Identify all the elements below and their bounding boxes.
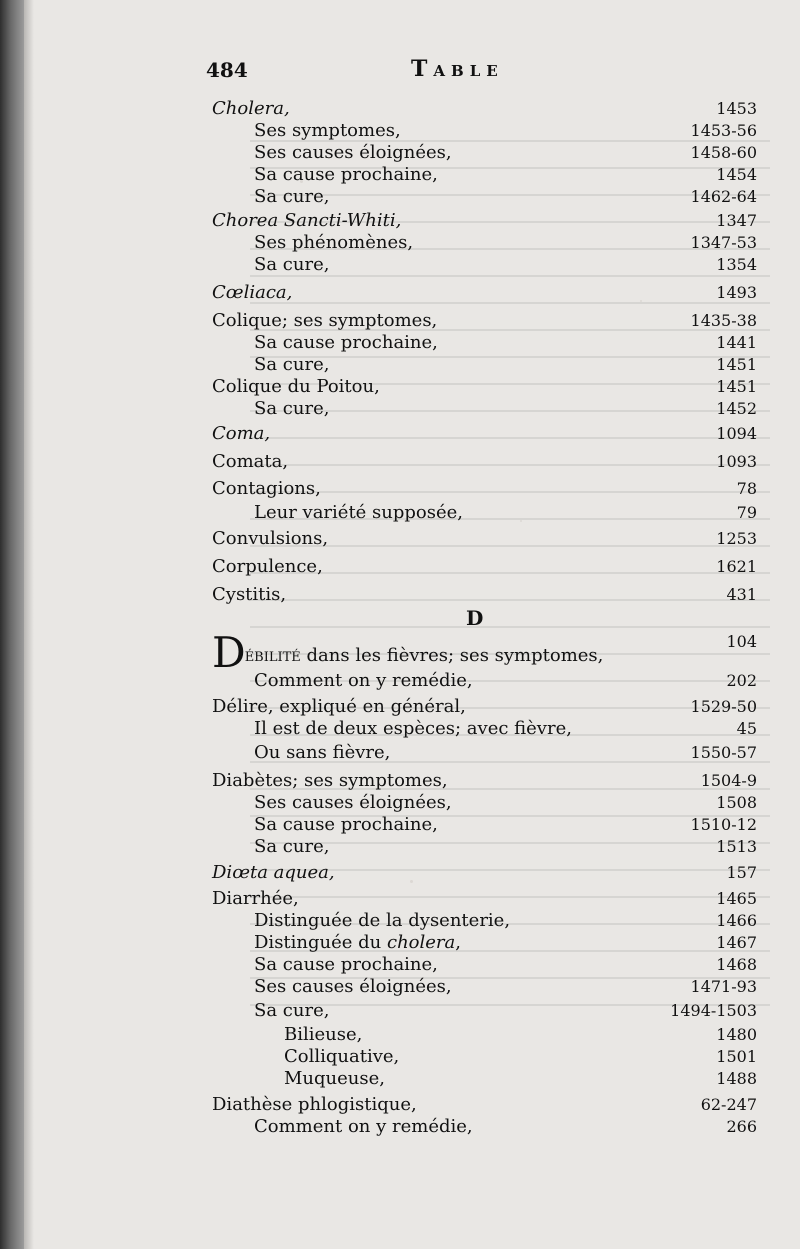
entry-label: Ou sans fièvre,: [254, 742, 391, 763]
entry-page-ref: 1441: [716, 333, 757, 352]
entry-page-ref: 78: [736, 479, 757, 498]
index-entry: [212, 184, 757, 210]
index-entry: [212, 668, 757, 694]
entry-label: Cholera,: [212, 98, 290, 119]
entry-page-ref: 45: [736, 719, 757, 738]
entry-page-ref: 1501: [716, 1047, 757, 1066]
index-entry: [212, 252, 757, 278]
entry-page-ref: 1093: [716, 452, 757, 471]
entry-label: Leur variété supposée,: [254, 502, 464, 523]
entry-page-ref: 1451: [716, 355, 757, 374]
entry-page-ref: 1354: [716, 255, 757, 274]
index-entry: [212, 554, 757, 580]
entry-page-ref: 1480: [716, 1025, 757, 1044]
entry-label: Comata,: [212, 451, 289, 472]
index-entry: [212, 860, 757, 886]
entry-page-ref: 1453: [716, 99, 757, 118]
index-entry: [212, 740, 757, 766]
entry-label: Sa cure,: [254, 1000, 330, 1021]
entry-label: Convulsions,: [212, 528, 329, 549]
entry-label: Bilieuse,: [284, 1024, 363, 1045]
index-entry: [212, 421, 757, 447]
page-number: 484: [206, 58, 248, 82]
entry-label: Diathèse phlogistique,: [212, 1094, 417, 1115]
entry-page-ref: 1451: [716, 377, 757, 396]
entry-page-ref: 202: [726, 671, 757, 690]
index-entry: [212, 476, 757, 502]
entry-page-ref: 1458-60: [690, 143, 757, 162]
entry-page-ref: 1253: [716, 529, 757, 548]
entry-page-ref: 1453-56: [690, 121, 757, 140]
entry-page-ref: 1494-1503: [670, 1001, 757, 1020]
entry-page-ref: 62-247: [700, 1095, 757, 1114]
entry-page-ref: 1529-50: [690, 697, 757, 716]
entry-label: Corpulence,: [212, 556, 323, 577]
entry-page-ref: 104: [726, 632, 757, 651]
entry-label: Délire, expliqué en général,: [212, 696, 466, 717]
entry-page-ref: 1493: [716, 283, 757, 302]
index-entry: [212, 1114, 757, 1140]
entry-page-ref: 1347: [716, 211, 757, 230]
index-entry: [212, 1066, 757, 1092]
running-header: [206, 58, 766, 94]
entry-page-ref: 1508: [716, 793, 757, 812]
entry-page-ref: 1504-9: [700, 771, 757, 790]
entry-label: Ses phénomènes,: [254, 232, 414, 253]
entry-label: Coma,: [212, 423, 271, 444]
entry-page-ref: 431: [726, 585, 757, 604]
entry-page-ref: 1513: [716, 837, 757, 856]
entry-page-ref: 1347-53: [690, 233, 757, 252]
book-spine-shadow: [0, 0, 24, 1249]
entry-label: Ses causes éloignées,: [254, 976, 452, 997]
index-entry: [212, 582, 757, 608]
entry-page-ref: 1471-93: [690, 977, 757, 996]
entry-label: Comment on y remédie,: [254, 670, 473, 691]
index-entry: [212, 626, 757, 677]
entry-label: Sa cure,: [254, 836, 330, 857]
entry-page-ref: 1467: [716, 933, 757, 952]
entry-label: Colique; ses symptomes,: [212, 310, 438, 331]
entry-label: Sa cure,: [254, 254, 330, 275]
entry-page-ref: 1435-38: [690, 311, 757, 330]
entry-page-ref: 1462-64: [690, 187, 757, 206]
entry-label: Distinguée du cholera,: [254, 932, 461, 953]
entry-label: Diabètes; ses symptomes,: [212, 770, 448, 791]
entry-page-ref: 1510-12: [690, 815, 757, 834]
entry-label: Chorea Sancti-Whiti,: [212, 210, 402, 231]
index-entry: [212, 834, 757, 860]
entry-label: Comment on y remédie,: [254, 1116, 473, 1137]
entry-label: Contagions,: [212, 478, 321, 499]
spine-edge-shading: [24, 0, 34, 1249]
entry-label: Diarrhée,: [212, 888, 299, 909]
entry-label: Ses symptomes,: [254, 120, 401, 141]
index-entry: [212, 716, 757, 742]
entry-label: Diœta aquea,: [212, 862, 335, 883]
entry-page-ref: 1094: [716, 424, 757, 443]
index-entry: [212, 396, 757, 422]
entry-page-ref: 1465: [716, 889, 757, 908]
index-entry: [212, 500, 757, 526]
entry-label: Il est de deux espèces; avec fièvre,: [254, 718, 572, 739]
entry-label: Ses causes éloignées,: [254, 142, 452, 163]
entry-label: Sa cure,: [254, 354, 330, 375]
entry-label: Sa cure,: [254, 186, 330, 207]
entry-page-ref: 79: [736, 503, 757, 522]
entry-label: Sa cause prochaine,: [254, 954, 438, 975]
entry-label: Distinguée de la dysenterie,: [254, 910, 511, 931]
entry-page-ref: 1550-57: [690, 743, 757, 762]
entry-page-ref: 1452: [716, 399, 757, 418]
entry-label: Débilité dans les fièvres; ses symptomes,: [212, 628, 604, 677]
entry-label: Sa cause prochaine,: [254, 814, 438, 835]
entry-page-ref: 1466: [716, 911, 757, 930]
entry-label: Cystitis,: [212, 584, 287, 605]
running-title: Table: [411, 56, 504, 82]
entry-label: Sa cure,: [254, 398, 330, 419]
entry-label: Sa cause prochaine,: [254, 332, 438, 353]
entry-page-ref: 157: [726, 863, 757, 882]
index-entry: [212, 280, 757, 306]
index-entry: [212, 526, 757, 552]
entry-label: Muqueuse,: [284, 1068, 385, 1089]
entry-label: Colique du Poitou,: [212, 376, 380, 397]
entry-page-ref: 1621: [716, 557, 757, 576]
entry-label: Ses causes éloignées,: [254, 792, 452, 813]
entry-label: Cœliaca,: [212, 282, 293, 303]
entry-page-ref: 1488: [716, 1069, 757, 1088]
entry-label: Sa cause prochaine,: [254, 164, 438, 185]
index-entry: [212, 998, 757, 1024]
index-entry: [212, 449, 757, 475]
index-entry: [212, 974, 757, 1000]
entry-label: Colliquative,: [284, 1046, 400, 1067]
section-letter: D: [466, 606, 484, 630]
entry-page-ref: 266: [726, 1117, 757, 1136]
entry-page-ref: 1468: [716, 955, 757, 974]
entry-page-ref: 1454: [716, 165, 757, 184]
